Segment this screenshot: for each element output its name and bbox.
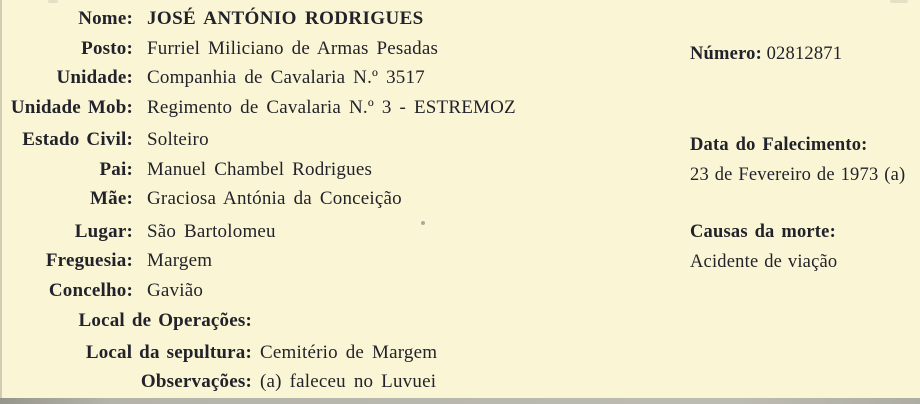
field-label: Freguesia: <box>45 250 133 271</box>
field-label: Unidade Mob: <box>10 96 133 118</box>
field-value: (a) faleceu no Luvuei <box>260 371 437 392</box>
field-row-posto <box>0 34 690 64</box>
field-value: Solteiro <box>147 129 209 150</box>
causas-morte-field <box>690 218 837 277</box>
scan-left-edge-artifact <box>0 0 2 404</box>
field-row-concelho <box>0 276 690 306</box>
scan-bottom-edge-artifact <box>0 398 920 404</box>
data-falecimento-value: 23 de Fevereiro de 1973 (a) <box>690 164 906 185</box>
field-row-local-operacoes <box>0 306 690 336</box>
field-value: Graciosa Antónia da Conceição <box>147 188 402 209</box>
field-value: JOSÉ ANTÓNIO RODRIGUES <box>147 8 424 29</box>
field-value: Margem <box>147 250 213 271</box>
field-row-mae <box>0 184 690 214</box>
numero-label: Número: <box>690 44 762 64</box>
data-falecimento-label: Data do Falecimento: <box>690 135 868 155</box>
field-value: Regimento de Cavalaria N.º 3 - ESTREMOZ <box>147 96 516 118</box>
causas-morte-label: Causas da morte: <box>690 222 836 242</box>
field-value: Manuel Chambel Rodrigues <box>147 158 373 180</box>
field-row-observacoes <box>0 367 690 397</box>
scan-dot-artifact <box>421 221 425 225</box>
field-label: Unidade: <box>56 67 133 88</box>
field-label: Lugar: <box>74 220 133 242</box>
field-label: Posto: <box>81 37 133 59</box>
field-label: Nome: <box>78 8 133 29</box>
scan-smudge-artifact <box>890 0 908 3</box>
scan-smudge-artifact <box>48 0 58 3</box>
field-label: Local de Operações: <box>78 310 252 331</box>
field-row-nome <box>0 4 690 34</box>
data-falecimento-field <box>690 131 905 190</box>
field-value: Gavião <box>147 279 204 301</box>
field-label: Observações: <box>140 371 252 392</box>
field-row-local-sepultura <box>0 338 690 368</box>
field-row-estado-civil <box>0 125 690 155</box>
field-label: Local da sepultura: <box>85 341 252 363</box>
field-value: Furriel Miliciano de Armas Pesadas <box>147 37 439 59</box>
field-label: Pai: <box>99 158 133 180</box>
numero-value: 02812871 <box>766 44 843 64</box>
field-value: Companhia de Cavalaria N.º 3517 <box>147 67 425 88</box>
field-row-pai <box>0 155 690 185</box>
field-label: Mãe: <box>90 188 133 209</box>
field-value: São Bartolomeu <box>147 220 276 242</box>
field-row-freguesia <box>0 246 690 276</box>
field-value: Cemitério de Margem <box>260 341 438 363</box>
record-fields-left-column <box>0 4 690 397</box>
field-label: Concelho: <box>48 279 133 301</box>
field-row-lugar <box>0 217 690 247</box>
field-row-unidade <box>0 63 690 93</box>
field-label: Estado Civil: <box>22 129 133 150</box>
numero-field <box>690 40 842 70</box>
field-row-unidade-mob <box>0 93 690 123</box>
causas-morte-value: Acidente de viação <box>690 251 838 272</box>
